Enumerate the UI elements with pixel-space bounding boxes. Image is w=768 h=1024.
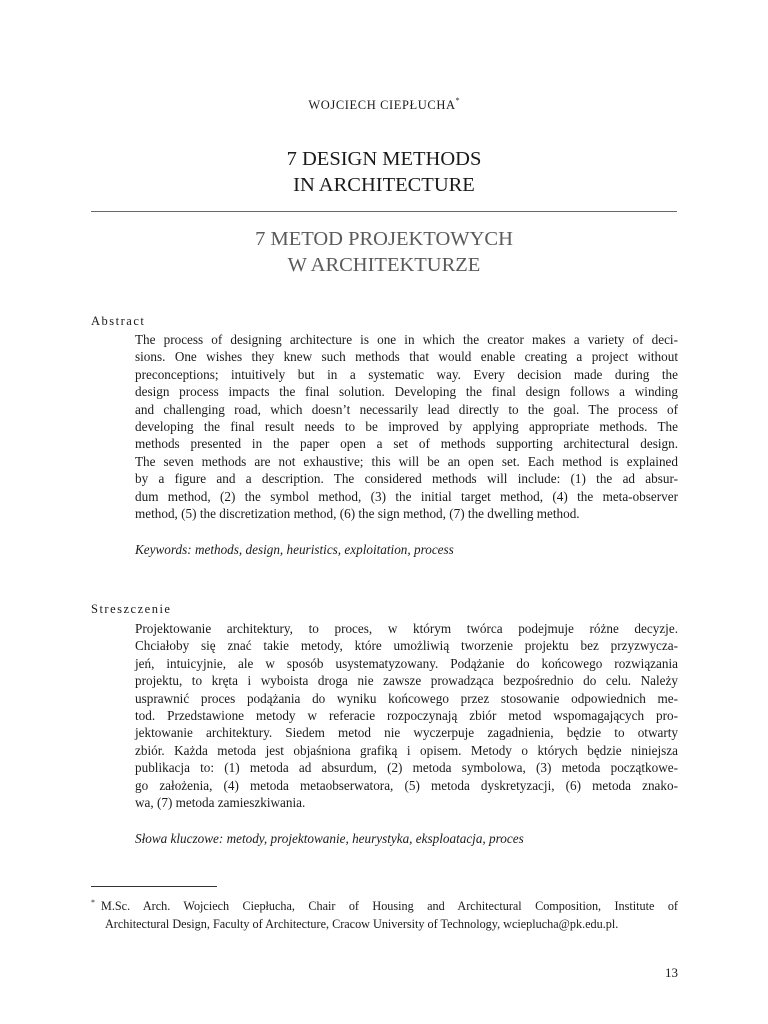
streszczenie-line: zbiór. Każda metoda jest objaśniona grafiką i opisem. Metody o których będzie niniejsza xyxy=(135,742,678,758)
streszczenie-line: tod. Przedstawione metody w referacie rozpoczynają zbiór metod wspomagających pro- xyxy=(135,708,678,724)
streszczenie-body xyxy=(135,620,678,811)
page-number: 13 xyxy=(665,965,678,980)
streszczenie-line: publikacja to: (1) metoda ad absurdum, (2) metoda symbolowa, (3) metoda początkowe- xyxy=(135,760,678,776)
abstract-line: methods presented in the paper open a set of methods supporting architectural design. xyxy=(135,436,678,452)
abstract-line: by a figure and a description. The considered methods will include: (1) the ad absur- xyxy=(135,471,678,487)
streszczenie-heading: Streszczenie xyxy=(91,602,172,616)
title-english xyxy=(0,146,768,198)
footnote-divider xyxy=(91,886,217,887)
abstract-body xyxy=(135,331,678,522)
streszczenie-line: Projektowanie architektury, to proces, w którym twórca podejmuje różne decyzje. xyxy=(135,621,678,636)
abstract-line: dum method, (2) the symbol method, (3) the initial target method, (4) the meta-observer xyxy=(135,488,678,504)
author-name: WOJCIECH CIEPŁUCHA* xyxy=(308,96,460,112)
streszczenie-line: jektowanie architektury. Siedem metod nie wyczerpuje zagadnienia, będzie to otwarty xyxy=(135,725,678,741)
author-footnote xyxy=(91,894,678,933)
title-english-line: 7 DESIGN METHODS xyxy=(286,148,482,170)
abstract-line: developing the final result needs to be improved by applying appropriate methods. The xyxy=(135,419,678,435)
title-polish-line: W ARCHITEKTURZE xyxy=(287,254,481,276)
abstract-line: preconceptions; intuitively but in a systematic way. Every decision made during the xyxy=(135,366,678,382)
streszczenie-line: wa, (7) metoda zamieszkiwania. xyxy=(135,795,306,811)
title-polish-line: 7 METOD PROJEKTOWYCH xyxy=(255,228,513,250)
abstract-line: design process impacts the final solution. Developing the final design follows a winding xyxy=(135,384,678,400)
abstract-line: The process of designing architecture is one in which the creator makes a variety of deci- xyxy=(135,332,678,347)
streszczenie-line: projektu, to kręta i wyboista droga nie zawsze prowadząca bezpośrednio do celu. Należy xyxy=(135,673,678,689)
abstract-line: sions. One wishes they knew such methods that would enable creating a project without xyxy=(135,349,678,365)
streszczenie-line: usprawnić proces podążania do wyniku końcowego przez stosowanie odpowiednich me- xyxy=(135,690,678,706)
title-divider xyxy=(91,211,677,212)
abstract-heading: Abstract xyxy=(91,314,146,328)
title-polish xyxy=(0,226,768,278)
footnote-mark: * xyxy=(91,898,95,907)
author-footnote-mark: * xyxy=(455,96,460,105)
streszczenie-keywords: Słowa kluczowe: metody, projektowanie, heurystyka, eksploatacja, proces xyxy=(135,831,524,846)
abstract-line: The seven methods are not exhaustive; this will be an open set. Each method is explained xyxy=(135,453,678,469)
title-english-line: IN ARCHITECTURE xyxy=(293,174,475,196)
abstract-line: method, (5) the discretization method, (6) the sign method, (7) the dwelling method. xyxy=(135,506,580,522)
abstract-keywords: Keywords: methods, design, heuristics, exploitation, process xyxy=(135,542,454,557)
footnote-line: M.Sc. Arch. Wojciech Ciepłucha, Chair of Housing and Architectural Composition, Institute of xyxy=(101,899,678,913)
streszczenie-line: Chciałoby się znać takie metody, które umożliwią tworzenie projektu bez przyzwycza- xyxy=(135,638,678,654)
streszczenie-line: go założenia, (4) metoda metaobserwatora, (5) metoda dyskretyzacji, (6) metoda znako- xyxy=(135,777,678,793)
footnote-line: Architectural Design, Faculty of Architecture, Cracow University of Technology, wcieplucha@pk.edu.pl. xyxy=(105,916,619,931)
streszczenie-line: jeń, intuicyjnie, ale w sposób usystematyzowany. Podążanie do końcowego rozwiązania xyxy=(135,655,678,671)
abstract-line: and challenging road, which doesn’t necessarily lead directly to the goal. The process of xyxy=(135,401,678,417)
